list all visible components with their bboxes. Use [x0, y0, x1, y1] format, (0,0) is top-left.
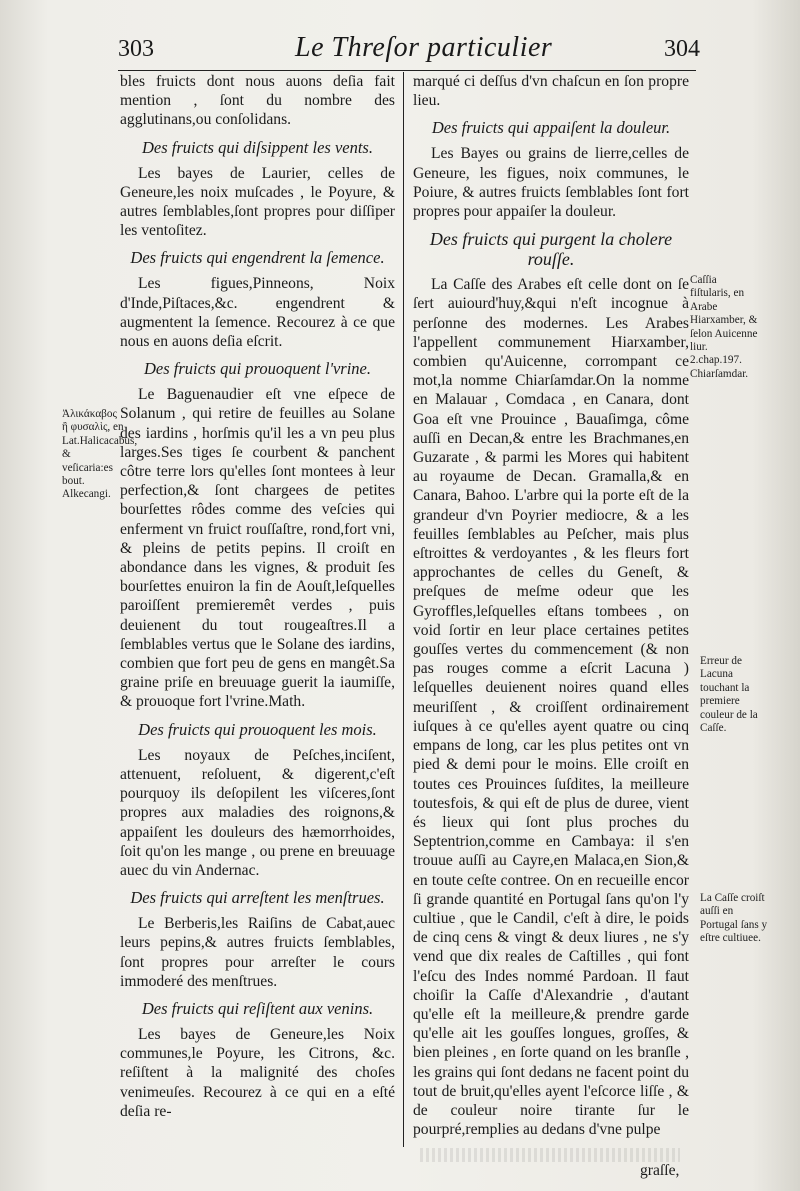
left-paragraph-1: bles fruicts dont nous auons deſia fait mention , ſont du nombre des agglutinans,ou conſolidans.	[120, 73, 395, 129]
left-paragraph-5: Les noyaux de Peſches,inciſent, attenuent, reſoluent, & digerent,c'eſt pourquoy ils deſopilent les viſceres,ſont propres aux maladies des roignons,& appaiſent les douleurs des hæmorrhoides, ſoit qu'on les mange , ou prene en breuuage auec du vin Andernac.	[120, 746, 395, 879]
column-divider	[403, 72, 404, 1147]
margin-note-right-portugal: La Caſſe croiſt auſſi en Portugal ſans y eſtre cultiuee.	[700, 892, 768, 945]
left-heading-5: Des fruicts qui arreſtent les menſtrues.	[130, 888, 385, 908]
left-heading-1: Des fruicts qui diſsippent les vents.	[142, 137, 373, 157]
left-paragraph-4: Le Baguenaudier eſt vne eſpece de Solanum , qui retire de feuilles au Solane des iardins , horſmis qu'il les a vn peu plus larges.Ses tiges ſe courbent & panchent côtre terre lors qu'elles ſont montees à leur perfection,& ſont chargees de petites bourſettes rôdes comme des veſcies qui enferment vn fruict rouſſaſtre, rond,fort vni, & pleins de petits pepins. Il croiſt en abondance dans les vignes, & produit ſes bourſettes enuiron la fin de Aouſt,leſquelles paroiſſent premieremêt verdes , puis deuienent du tout rougeaſtres.Il a ſemblables vertus que le Solane des iardins, combien que fort peu de gens en mangêt.Sa graine priſe en breuuage guerit la iaumiſſe, & prouoque fort l'vrine.Math.	[120, 386, 395, 711]
margin-note-left-halicacabus: Ἀλικάκαβος ἢ φυσαλὶς, en Lat.Halicacabus, & veſicaria:es bout. Alkecangi.	[62, 408, 138, 501]
margin-note-right-cassia: Caſſia fiſtularis, en Arabe Hiarxamber, & ſelon Auicenne liur. 2.chap.197. Chiarſamdar.	[690, 274, 758, 380]
right-heading-1: Des fruicts qui appaiſent la douleur.	[431, 118, 671, 138]
left-paragraph-7: Les bayes de Geneure,les Noix communes,le Poyure, les Citrons, &c. reſiſtent à la malignité des choſes venimeuſes. Recourez à ce qui en a eſté deſia re-	[120, 1025, 395, 1120]
left-heading-3: Des fruicts qui prouoquent l'vrine.	[143, 359, 372, 379]
page-header	[110, 30, 700, 70]
right-paragraph-3: La Caſſe des Arabes eſt celle dont on ſe ſert auiourd'huy,&qui n'eſt incognue à perſonne des modernes. Les Arabes l'appellent communement Hiarxamber, combien qu'Auicenne, corrompant ce mot,la nomme Chiarſamdar.On la nomme en Malauar , Comdaca , en Canara, dont Goa eſt vne Prouince , Bauaſimga, côme auſſi en Decan,& entre les Brachmanes,en Guzarate , & parmi les Mores qui habitent au royaume de Decan. Gramalla,& en Canara, Bahoo. L'arbre qui la porte eſt de la grandeur d'vn Poyrier mediocre, & a les feuilles ſemblables au Peſcher, mais plus eſtroittes & verdoyantes , & les fleurs fort approchantes de celles du Geneſt, & preſques de meſme odeur que les Gyroffles,leſquelles eſtans tombees , on void ſortir en leur place certaines petites gouſſes vertes du commencement (& non pas rouges comme a eſcrit Lacuna ) leſquelles deuienent noires quand elles meuriſſent , & croiſſent ordinairement iuſques à ce qu'elles ayent quatre ou cinq empans de long, car les plus petites ont vn pied & demi pour le moins. Elle croiſt en toutes ces Prouinces ſuſdites, la meilleure toutesfois, & qui eſt de plus de duree, vient és lieux qui ſont plus proches du Septentrion,comme en Cambaya: il s'en trouue auſſi au Cayre,en Malaca,en Sion,& en toute ceſte contree. On en recueille encor ſi grande quantité en Portugal ſans qu'on l'y cultiue , que le Candil, c'eſt à dire, le poids de cinq cens & vingt & deux liures , ne s'y vend que dix reales de Caſtilles , qui font l'eſcu des Indes nommé Pardoan. Il faut choiſir la Caſſe d'Alexandrie , d'autant qu'elle eſt la meilleure,& prendre garde qu'elle ait les gouſſes longues, groſſes, & bien pleines , en ſorte quand on les branſle , les grains qui ſont dedans ne facent point du tout de bruit,qu'elles ayent l'eſcorce liſſe , & de couleur noire tirante ſur le pourpré,remplies au dedans d'vne pulpe	[413, 276, 689, 1139]
left-paragraph-2: Les bayes de Laurier, celles de Geneure,les noix muſcades , le Poyure, & autres ſemblables,ſont propres pour diſſiper les ventoſitez.	[120, 164, 395, 240]
catchword: graſſe,	[640, 1162, 680, 1179]
bleed-through-text	[420, 1148, 680, 1162]
left-paragraph-6: Le Berberis,les Raiſins de Cabat,auec leurs pepins,& autres fruicts ſemblables, ſont propres pour arreſter le cours immoderé des menſtrues.	[120, 915, 395, 990]
margin-note-right-lacuna: Erreur de Lacuna touchant la premiere couleur de la Caſſe.	[700, 655, 758, 735]
right-paragraph-2: Les Bayes ou grains de lierre,celles de Geneure, les figues, noix communes, le Poiure, & autres fruicts ſemblables ſont fort propres pour appaiſer la douleur.	[413, 145, 689, 221]
left-heading-6: Des fruicts qui reſiſtent aux venins.	[141, 998, 374, 1018]
left-heading-2: Des fruicts qui engendrent la ſemence.	[130, 248, 385, 268]
running-title: Le Threſor particulier	[295, 32, 553, 63]
page-number-right: 304	[664, 36, 700, 62]
right-column	[413, 72, 689, 1139]
header-rule	[118, 70, 696, 71]
right-paragraph-1: marqué ci deſſus d'vn chaſcun en ſon propre lieu.	[413, 73, 689, 110]
left-paragraph-3: Les figues,Pinneons, Noix d'Inde,Piſtaces,&c. engendrent & augmentent la ſemence. Recourez à ce que nous en auons deſia eſcrit.	[120, 275, 395, 351]
page-number-left: 303	[118, 36, 154, 62]
left-heading-4: Des fruicts qui prouoquent les mois.	[138, 719, 377, 739]
right-heading-2: Des fruicts qui purgent la cholere rouſſe.	[429, 229, 673, 270]
left-column	[120, 72, 395, 1121]
